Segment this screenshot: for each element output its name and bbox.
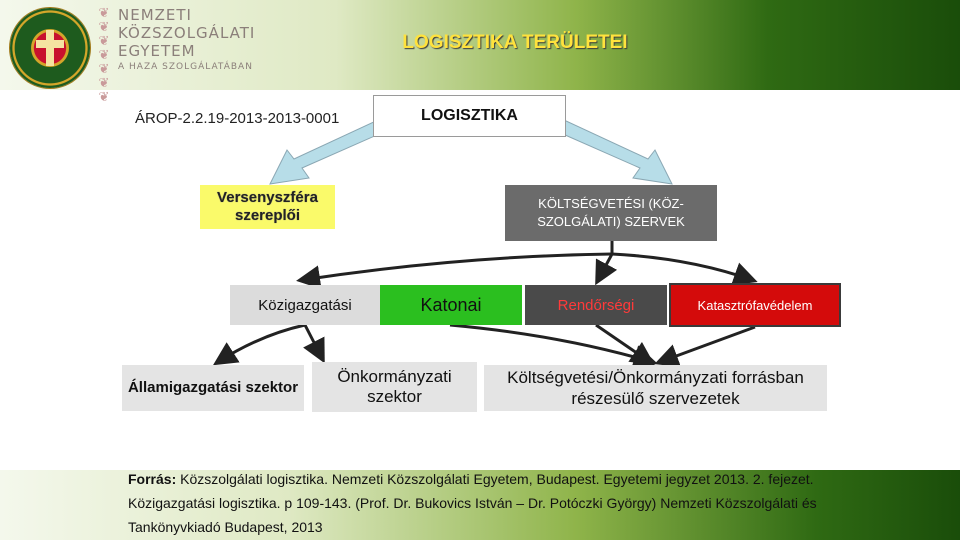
- connector-to-public-admin: [302, 254, 612, 280]
- slide-title: LOGISZTIKA TERÜLETEI: [402, 32, 628, 53]
- connector-to-disaster: [612, 254, 752, 280]
- connector-disaster-to-budget-funded: [660, 327, 755, 362]
- connector-police-to-budget-funded: [596, 325, 650, 362]
- logistics-root-box: LOGISZTIKA: [373, 95, 566, 137]
- source-citation: [128, 467, 828, 539]
- local-gov-sector-box: Önkormányzati szektor: [312, 362, 477, 412]
- project-code: ÁROP-2.2.19-2013-2013-0001: [135, 110, 340, 127]
- competitive-sphere-box: Versenyszféra szereplői: [200, 185, 335, 229]
- ornament-icon: ❦ ❦ ❦ ❦ ❦ ❦ ❦: [98, 5, 110, 104]
- connector-to-local-gov: [305, 325, 322, 358]
- right-branch-arrow: [556, 120, 672, 184]
- source-label: Forrás:: [128, 471, 177, 487]
- university-name-line3: EGYETEM: [118, 42, 196, 60]
- connector-to-police: [598, 254, 612, 280]
- disaster-management-box: Katasztrófavédelem: [669, 283, 841, 327]
- left-branch-arrow: [270, 120, 386, 184]
- budgetary-bodies-box: KÖLTSÉGVETÉSI (KÖZ-SZOLGÁLATI) SZERVEK: [505, 185, 717, 241]
- state-admin-sector-box: Államigazgatási szektor: [122, 365, 304, 411]
- connector-to-state-admin: [218, 325, 305, 362]
- public-admin-box: Közigazgatási: [230, 285, 380, 325]
- police-box: Rendőrségi: [525, 285, 667, 325]
- source-text: Közszolgálati logisztika. Nemzeti Közszolgálati Egyetem, Budapest. Egyetemi jegyzet 2013. 2. fejezet. Közigazgatási logisztika. p 109-143. (Prof. Dr. Bukovics István – Dr. Potóczki György) Nemzeti Közszolgálati és Tankönyvkiadó Budapest, 2013: [128, 471, 817, 535]
- university-name-line1: NEMZETI: [118, 6, 192, 24]
- military-box: Katonai: [380, 285, 522, 325]
- university-name-line2: KÖZSZOLGÁLATI: [118, 24, 256, 42]
- budget-funded-orgs-box: Költségvetési/Önkormányzati forrásban részesülő szervezetek: [484, 365, 827, 411]
- university-tagline: A HAZA SZOLGÁLATÁBAN: [118, 62, 253, 72]
